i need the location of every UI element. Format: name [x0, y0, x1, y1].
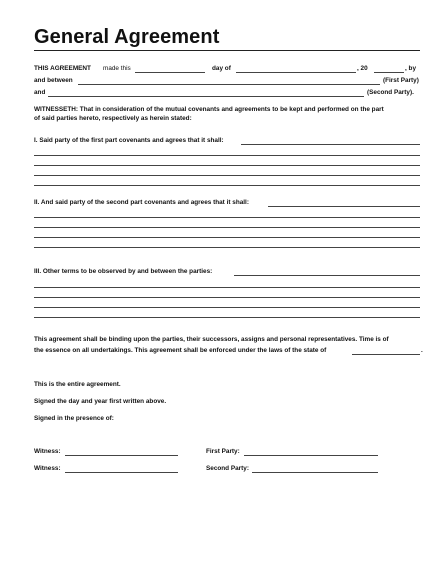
first-party-label: (First Party) [383, 77, 419, 84]
section-1-line[interactable] [34, 155, 420, 156]
document-title: General Agreement [34, 26, 220, 48]
and-label: and [34, 89, 46, 96]
second-party-label: (Second Party). [367, 89, 414, 96]
witness-2-label: Witness: [34, 465, 61, 472]
witness-1-label: Witness: [34, 448, 61, 455]
section-2-line[interactable] [34, 237, 420, 238]
second-party-name-field[interactable] [48, 96, 364, 97]
section-3-line[interactable] [34, 287, 420, 288]
day-field[interactable] [135, 72, 205, 73]
month-field[interactable] [236, 72, 356, 73]
section-1-line[interactable] [34, 185, 420, 186]
first-party-name-field[interactable] [78, 84, 380, 85]
second-party-signature-label: Second Party: [206, 465, 249, 472]
section-1-line[interactable] [241, 144, 420, 145]
section-1-heading: I. Said party of the first part covenants and agrees that it shall: [34, 137, 224, 144]
binding-period: . [421, 347, 423, 354]
binding-line-1: This agreement shall be binding upon the parties, their successors, assigns and personal representatives. Time is of [34, 336, 389, 343]
section-3-line[interactable] [34, 297, 420, 298]
and-between-label: and between [34, 77, 73, 84]
entire-agreement-text: This is the entire agreement. [34, 381, 121, 388]
section-2-line[interactable] [34, 227, 420, 228]
section-3-heading: III. Other terms to be observed by and between the parties: [34, 268, 213, 275]
made-this-label: made this [103, 65, 131, 72]
witness-2-signature-field[interactable] [65, 472, 178, 473]
state-field[interactable] [352, 354, 420, 355]
section-2-heading: II. And said party of the second part covenants and agrees that it shall: [34, 199, 249, 206]
section-2-line[interactable] [34, 217, 420, 218]
section-1-line[interactable] [34, 175, 420, 176]
witness-1-signature-field[interactable] [65, 455, 178, 456]
signed-day-text: Signed the day and year first written above. [34, 398, 167, 405]
year-field[interactable] [374, 72, 404, 73]
first-party-signature-field[interactable] [244, 455, 378, 456]
second-party-signature-field[interactable] [252, 472, 378, 473]
binding-line-2: the essence on all undertakings. This agreement shall be enforced under the laws of the state of [34, 347, 327, 354]
this-agreement-label: THIS AGREEMENT [34, 65, 91, 72]
section-3-line[interactable] [234, 275, 420, 276]
title-underline [34, 50, 420, 51]
section-2-line[interactable] [34, 247, 420, 248]
by-label: , by [405, 65, 417, 72]
day-of-label: day of [212, 65, 231, 72]
section-3-line[interactable] [34, 317, 420, 318]
section-3-line[interactable] [34, 307, 420, 308]
section-1-line[interactable] [34, 165, 420, 166]
first-party-signature-label: First Party: [206, 448, 240, 455]
witnesseth-line-1: WITNESSETH: That in consideration of the mutual covenants and agreements to be kept and performed on the part [34, 106, 384, 113]
section-2-line[interactable] [268, 206, 420, 207]
year-prefix-label: , 20 [357, 65, 368, 72]
witnesseth-line-2: of said parties hereto, respectively as herein stated: [34, 115, 192, 122]
signed-presence-text: Signed in the presence of: [34, 415, 114, 422]
